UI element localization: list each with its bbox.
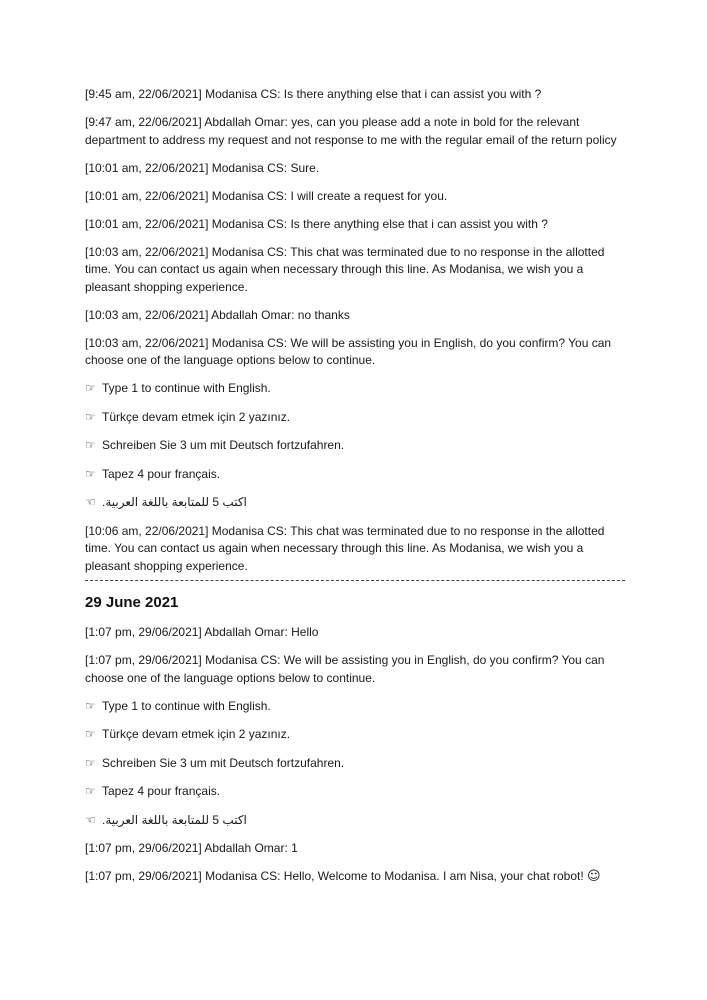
option-text: Type 1 to continue with English. xyxy=(102,698,271,713)
chat-message: [9:47 am, 22/06/2021] Abdallah Omar: yes, can you please add a note in bold for the relevant department to address my request and not response to me with the regular email of the return policy xyxy=(85,115,617,147)
option-text: Tapez 4 pour français. xyxy=(102,784,221,798)
language-option xyxy=(85,755,625,773)
option-text: Tapez 4 pour français. xyxy=(102,466,221,481)
pointing-hand-icon: ☞ xyxy=(85,438,96,452)
chat-message: [10:03 am, 22/06/2021] Modanisa CS: We will be assisting you in English, do you confirm? You can choose one of the language options below to continue. xyxy=(85,335,612,367)
option-text-arabic: اكتب 5 للمتابعة باللغة العربية. xyxy=(102,812,247,827)
chat-message: [10:03 am, 22/06/2021] Abdallah Omar: no thanks xyxy=(85,307,350,322)
chat-message: [10:06 am, 22/06/2021] Modanisa CS: This chat was terminated due to no response in the allotted time. You can contact us again when necessary through this line. As Modanisa, we wish you a pleasant shopping experience. xyxy=(85,523,605,573)
option-text: Schreiben Sie 3 um mit Deutsch fortzufahren. xyxy=(102,438,345,452)
section-divider xyxy=(85,580,625,581)
pointing-hand-icon: ☞ xyxy=(85,466,96,481)
pointing-hand-icon: ☞ xyxy=(85,784,96,798)
chat-log-june-29 xyxy=(85,624,625,896)
language-option xyxy=(85,466,625,484)
chat-message: [10:01 am, 22/06/2021] Modanisa CS: I will create a request for you. xyxy=(85,188,448,203)
chat-message xyxy=(85,868,625,886)
date-heading: 29 June 2021 xyxy=(85,594,179,611)
option-text: Schreiben Sie 3 um mit Deutsch fortzufahren. xyxy=(102,755,345,770)
chat-message: [10:01 am, 22/06/2021] Modanisa CS: Sure. xyxy=(85,160,320,175)
chat-log-june-22 xyxy=(85,86,625,586)
option-text: Türkçe devam etmek için 2 yazınız. xyxy=(102,727,291,741)
language-option xyxy=(85,494,625,512)
chat-message: [10:03 am, 22/06/2021] Modanisa CS: This chat was terminated due to no response in the allotted time. You can contact us again when necessary through this line. As Modanisa, we wish you a pleasant shopping experience. xyxy=(85,244,605,294)
smiley-icon: ☺ xyxy=(587,869,601,884)
chat-message: [10:01 am, 22/06/2021] Modanisa CS: Is there anything else that i can assist you with ? xyxy=(85,216,548,231)
chat-message: [1:07 pm, 29/06/2021] Abdallah Omar: 1 xyxy=(85,841,298,855)
language-option xyxy=(85,783,625,801)
language-option xyxy=(85,409,625,427)
chat-message-text: [1:07 pm, 29/06/2021] Modanisa CS: Hello, Welcome to Modanisa. I am Nisa, your chat robot! xyxy=(85,869,584,883)
language-option xyxy=(85,380,625,398)
chat-message: [1:07 pm, 29/06/2021] Abdallah Omar: Hello xyxy=(85,625,319,639)
language-option xyxy=(85,726,625,744)
pointing-hand-left-icon: ☜ xyxy=(85,495,96,509)
pointing-hand-icon: ☞ xyxy=(85,755,96,770)
pointing-hand-left-icon: ☜ xyxy=(85,812,96,827)
option-text: Type 1 to continue with English. xyxy=(102,381,271,395)
option-text-arabic: اكتب 5 للمتابعة باللغة العربية. xyxy=(102,495,247,509)
pointing-hand-icon: ☞ xyxy=(85,698,96,713)
pointing-hand-icon: ☞ xyxy=(85,409,96,424)
pointing-hand-icon: ☞ xyxy=(85,381,96,395)
language-option xyxy=(85,812,625,830)
chat-message: [1:07 pm, 29/06/2021] Modanisa CS: We will be assisting you in English, do you confirm? You can choose one of the language options below to continue. xyxy=(85,653,605,685)
pointing-hand-icon: ☞ xyxy=(85,727,96,741)
language-option xyxy=(85,437,625,455)
option-text: Türkçe devam etmek için 2 yazınız. xyxy=(102,409,291,424)
chat-message: [9:45 am, 22/06/2021] Modanisa CS: Is there anything else that i can assist you with ? xyxy=(85,87,542,101)
language-option xyxy=(85,698,625,716)
